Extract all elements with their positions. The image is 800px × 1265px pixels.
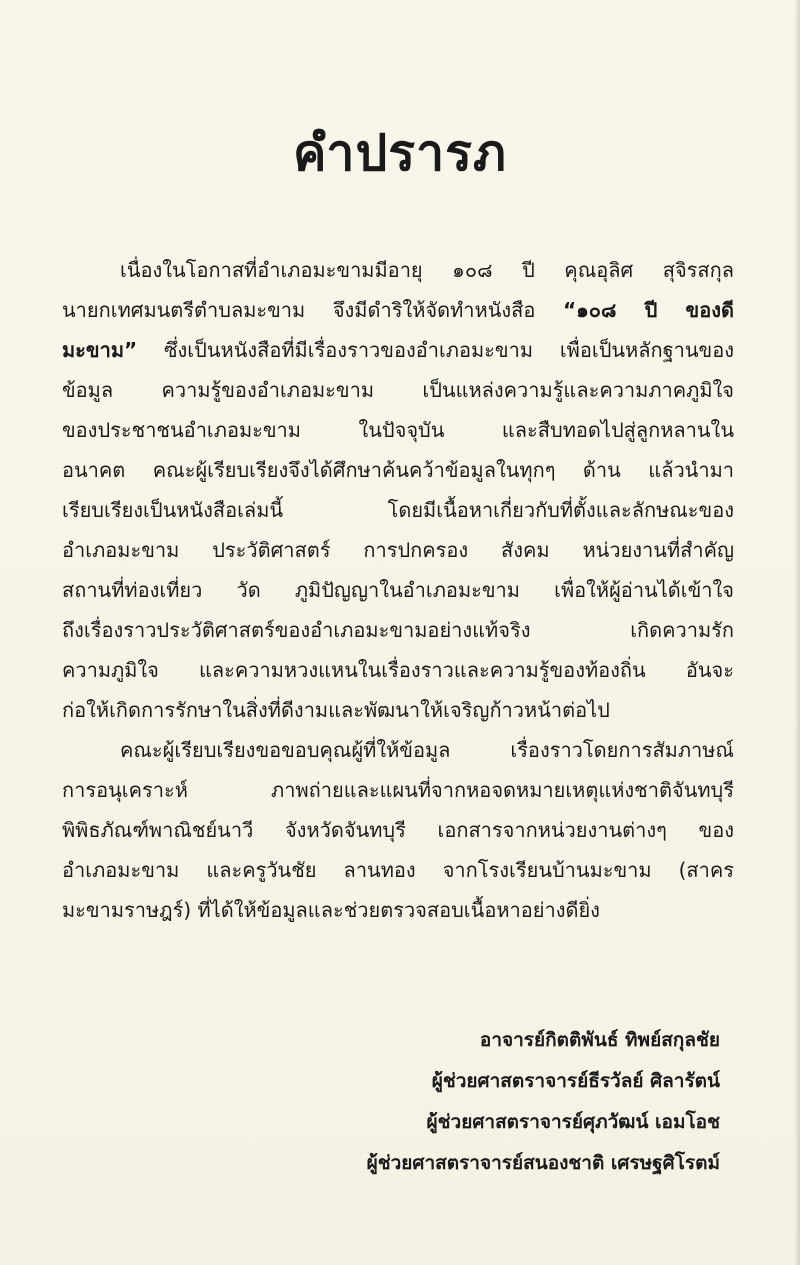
paragraph-1-line-1: เนื่องในโอกาสที่อำเภอมะขามมีอายุ ๑๐๘ ปี คุณอุลิศ สุจิรสกุล xyxy=(120,258,734,282)
book-title-part-2: มะขาม” xyxy=(62,338,138,362)
paragraph-2-line-3: พิพิธภัณฑ์พาณิชย์นาวี จังหวัดจันทบุรี เอกสารจากหน่วยงานต่างๆ ของ xyxy=(62,818,734,842)
paragraph-1-line-3 xyxy=(62,330,734,370)
page-edge-shadow xyxy=(794,0,800,1265)
signature-2: ผู้ช่วยศาสตราจารย์ธีรวัลย์ ศิลารัตน์ xyxy=(431,1070,720,1092)
paragraph-1-line-3-text: ซึ่งเป็นหนังสือที่มีเรื่องราวของอำเภอมะขาม เพื่อเป็นหลักฐานของ xyxy=(137,338,734,362)
book-title-part-1: “๑๐๘ ปี ของดี xyxy=(562,298,734,322)
paragraph-2-line-4: อำเภอมะขาม และครูวันชัย ลานทอง จากโรงเรียนบ้านมะขาม (สาคร xyxy=(62,858,734,882)
paragraph-1-line-10: ถึงเรื่องราวประวัติศาสตร์ของอำเภอมะขามอย่างแท้จริง เกิดความรัก xyxy=(62,618,734,642)
paragraph-2-line-1: คณะผู้เรียบเรียงขอขอบคุณผู้ที่ให้ข้อมูล เรื่องราวโดยการสัมภาษณ์ xyxy=(120,738,734,762)
paragraph-1-line-11: ความภูมิใจ และความหวงแหนในเรื่องราวและความรู้ของท้องถิ่น อันจะ xyxy=(62,658,734,682)
paragraph-1-line-5: ของประชาชนอำเภอมะขาม ในปัจจุบัน และสืบทอดไปสู่ลูกหลานใน xyxy=(62,418,734,442)
paragraph-1-line-7: เรียบเรียงเป็นหนังสือเล่มนี้ โดยมีเนื้อหาเกี่ยวกับที่ตั้งและลักษณะของ xyxy=(62,498,734,522)
signature-4: ผู้ช่วยศาสตราจารย์สนองชาติ เศรษฐศิโรตม์ xyxy=(366,1152,720,1174)
signature-block xyxy=(0,1020,720,1184)
paragraph-1-line-2-text: นายกเทศมนตรีตำบลมะขาม จึงมีดำริให้จัดทำหนังสือ xyxy=(62,298,563,322)
paragraph-1-line-12: ก่อให้เกิดการรักษาในสิ่งที่ดีงามและพัฒนาให้เจริญก้าวหน้าต่อไป xyxy=(62,698,610,722)
paragraph-1-line-4: ข้อมูล ความรู้ของอำเภอมะขาม เป็นแหล่งความรู้และความภาคภูมิใจ xyxy=(62,378,734,402)
paragraph-1-line-2 xyxy=(62,290,734,330)
signature-3: ผู้ช่วยศาสตราจารย์ศุภวัฒน์ เอมโอช xyxy=(426,1111,720,1133)
paragraph-1-line-8: อำเภอมะขาม ประวัติศาสตร์ การปกครอง สังคม หน่วยงานที่สำคัญ xyxy=(62,538,734,562)
paragraph-2-line-2: การอนุเคราะห์ ภาพถ่ายและแผนที่จากหอจดหมายเหตุแห่งชาติจันทบุรี xyxy=(62,778,734,802)
paragraph-2-line-5: มะขามราษฎร์) ที่ได้ให้ข้อมูลและช่วยตรวจสอบเนื้อหาอย่างดียิ่ง xyxy=(62,898,600,922)
paragraph-1-line-9: สถานที่ท่องเที่ยว วัด ภูมิปัญญาในอำเภอมะขาม เพื่อให้ผู้อ่านได้เข้าใจ xyxy=(62,578,734,602)
page-title: คำปรารภ xyxy=(292,124,507,182)
signature-1: อาจารย์กิตติพันธ์ ทิพย์สกุลชัย xyxy=(479,1029,720,1051)
paragraph-1-line-6: อนาคต คณะผู้เรียบเรียงจึงได้ศึกษาค้นคว้าข้อมูลในทุกๆ ด้าน แล้วนำมา xyxy=(62,458,734,482)
preface-body xyxy=(62,250,734,930)
